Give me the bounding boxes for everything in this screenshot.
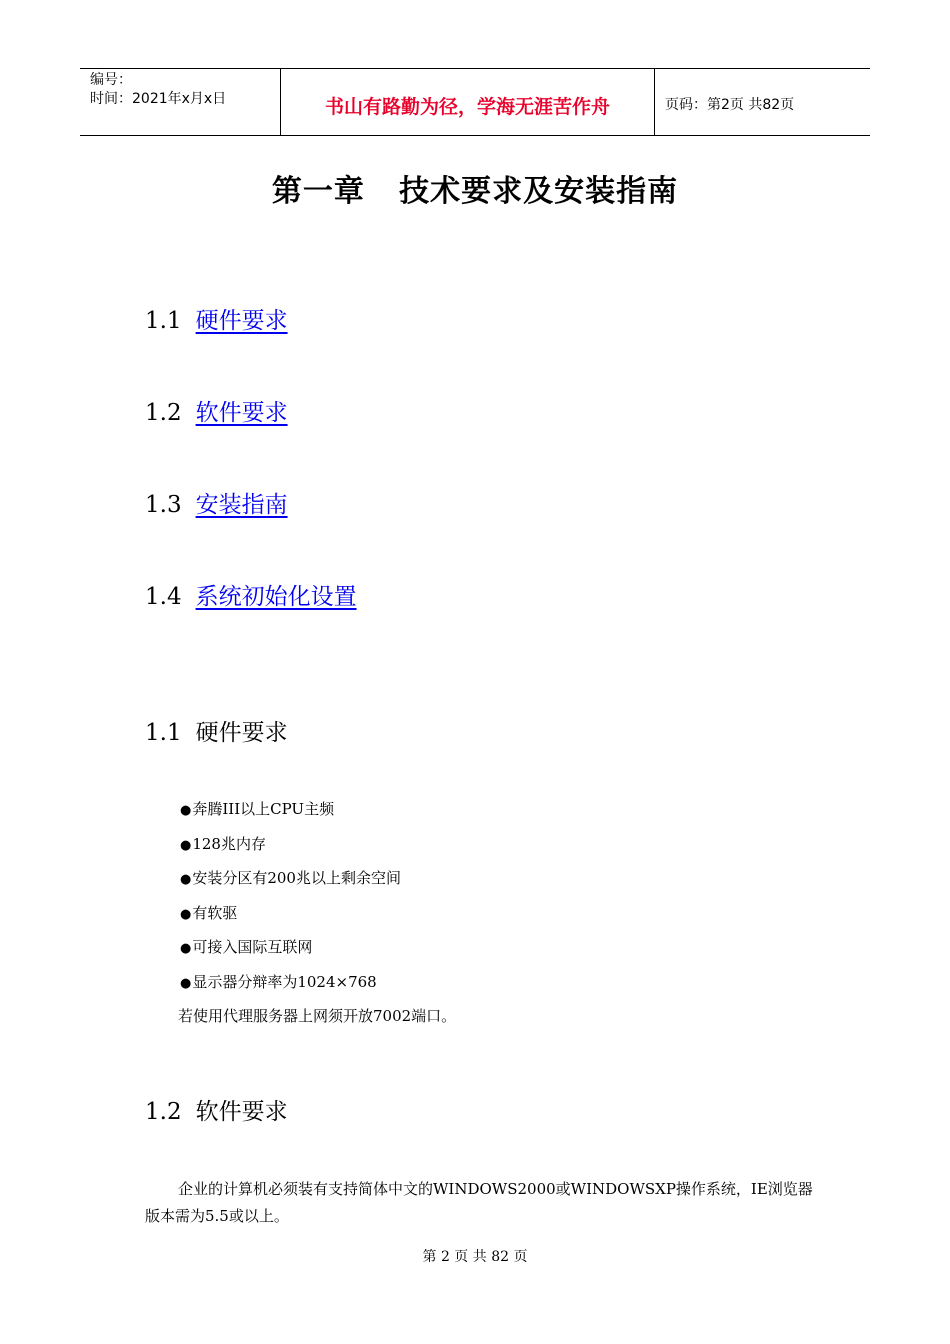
toc-item-init <box>145 578 357 611</box>
section-title: 软件要求 <box>195 1099 288 1125</box>
toc-item-software <box>145 394 288 427</box>
list-item <box>180 902 237 923</box>
list-item-text: 有软驱 <box>192 904 238 922</box>
section-heading-software <box>145 1093 288 1126</box>
section-number: 1.2 <box>145 1099 182 1125</box>
document-number: 编号： <box>90 72 132 88</box>
toc-item-number: 1.2 <box>145 400 182 426</box>
toc-item-number: 1.1 <box>145 308 182 334</box>
toc-link-software[interactable]: 软件要求 <box>195 400 288 426</box>
proxy-note: 若使用代理服务器上网须开放7002端口。 <box>178 1007 457 1025</box>
header-page-number: 页码：第2页 共82页 <box>665 97 795 113</box>
toc-item-hardware <box>145 302 288 335</box>
bullet-icon: ● <box>180 976 192 991</box>
list-item <box>180 936 312 957</box>
list-item-text: 显示器分辩率为1024×768 <box>192 973 377 991</box>
bullet-icon: ● <box>180 941 192 956</box>
bullet-icon: ● <box>180 803 192 818</box>
toc-item-number: 1.3 <box>145 492 182 518</box>
section-title: 硬件要求 <box>195 720 288 746</box>
list-item-text: 128兆内存 <box>192 835 266 853</box>
software-paragraph: 企业的计算机必须装有支持简体中文的WINDOWS2000或WINDOWSXP操作系统，IE浏览器版本需为5.5或以上。 <box>145 1180 813 1225</box>
bullet-icon: ● <box>180 907 192 922</box>
bullet-icon: ● <box>180 872 192 887</box>
list-item <box>180 971 377 992</box>
toc-link-hardware[interactable]: 硬件要求 <box>195 308 288 334</box>
document-time: 时间：2021年x月x日 <box>90 91 227 107</box>
list-item-text: 奔腾III以上CPU主频 <box>192 800 335 818</box>
bullet-icon: ● <box>180 838 192 853</box>
header-meta <box>80 69 281 135</box>
list-item <box>180 798 334 819</box>
page-footer: 第 2 页 共 82 页 <box>422 1249 528 1265</box>
toc-link-install[interactable]: 安装指南 <box>195 492 288 518</box>
section-heading-hardware <box>145 714 288 747</box>
toc-link-init[interactable]: 系统初始化设置 <box>195 584 357 610</box>
chapter-title: 第一章 技术要求及安装指南 <box>271 174 679 209</box>
list-item <box>180 833 266 854</box>
toc-item-number: 1.4 <box>145 584 182 610</box>
list-item <box>180 867 401 888</box>
header-motto: 书山有路勤为径，学海无涯苦作舟 <box>281 69 655 135</box>
list-item-text: 可接入国际互联网 <box>192 938 313 956</box>
page-header <box>80 68 870 136</box>
list-item-text: 安装分区有200兆以上剩余空间 <box>192 869 401 887</box>
section-number: 1.1 <box>145 720 182 746</box>
toc-item-install <box>145 486 288 519</box>
